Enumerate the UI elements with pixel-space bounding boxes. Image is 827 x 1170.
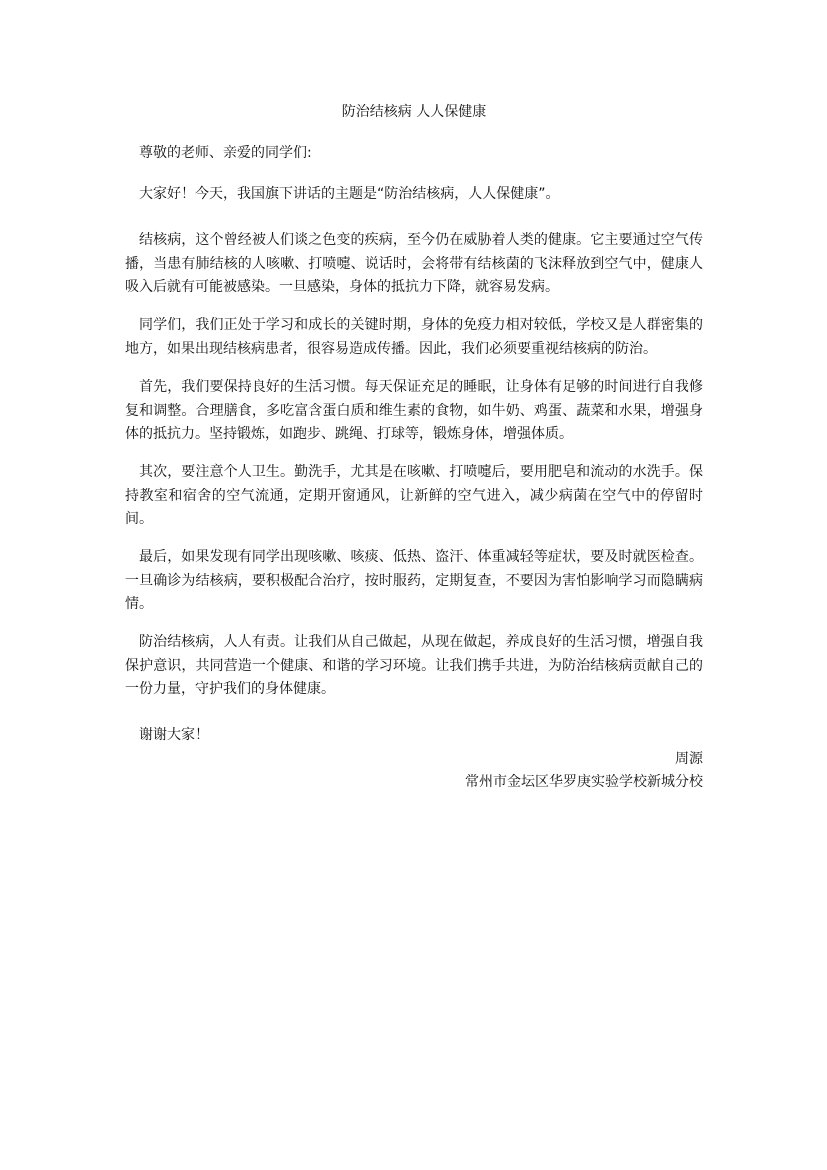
paragraph-school-risk: 同学们，我们正处于学习和成长的关键时期，身体的免疫力相对较低，学校又是人群密集的地方，如果出现结核病患者，很容易造成传播。因此，我们必须要重视结核病的防治。 bbox=[125, 317, 703, 357]
signature-name: 周源 bbox=[675, 751, 703, 767]
paragraph-conclusion: 防治结核病，人人有责。让我们从自己做起，从现在做起，养成良好的生活习惯，增强自我保护意识，共同营造一个健康、和谐的学习环境。让我们携手共进，为防治结核病贡献自己的一份力量，守护我们的身体健康。 bbox=[125, 634, 703, 698]
paragraph-tuberculosis-intro: 结核病，这个曾经被人们谈之色变的疾病，至今仍在威胁着人类的健康。它主要通过空气传播，当患有肺结核的人咳嗽、打喷嚏、说话时，会将带有结核菌的飞沫释放到空气中，健康人吸入后就有可能被感染。一旦感染，身体的抵抗力下降，就容易发病。 bbox=[125, 232, 703, 296]
paragraph-medical: 最后，如果发现有同学出现咳嗽、咳痰、低热、盗汗、体重减轻等症状，要及时就医检查。一旦确诊为结核病，要积极配合治疗，按时服药，定期复查，不要因为害怕影响学习而隐瞒病情。 bbox=[125, 549, 703, 613]
paragraph-habits: 首先，我们要保持良好的生活习惯。每天保证充足的睡眠，让身体有足够的时间进行自我修复和调整。合理膳食，多吃富含蛋白质和维生素的食物，如牛奶、鸡蛋、蔬菜和水果，增强身体的抵抗力。坚持锻炼，如跑步、跳绳、打球等，锻炼身体，增强体质。 bbox=[125, 379, 703, 443]
document-page bbox=[125, 0, 703, 1170]
paragraph-opening: 大家好！今天，我国旗下讲话的主题是“防治结核病，人人保健康”。 bbox=[139, 186, 560, 202]
document-title: 防治结核病 人人保健康 bbox=[341, 104, 487, 120]
greeting: 尊敬的老师、亲爱的同学们: bbox=[139, 145, 312, 161]
paragraph-hygiene: 其次，要注意个人卫生。勤洗手，尤其是在咳嗽、打喷嚏后，要用肥皂和流动的水洗手。保持教室和宿舍的空气流通，定期开窗通风，让新鲜的空气进入，减少病菌在空气中的停留时间。 bbox=[125, 464, 703, 528]
closing-thanks: 谢谢大家！ bbox=[139, 727, 209, 743]
signature-school: 常州市金坛区华罗庚实验学校新城分校 bbox=[465, 774, 703, 790]
